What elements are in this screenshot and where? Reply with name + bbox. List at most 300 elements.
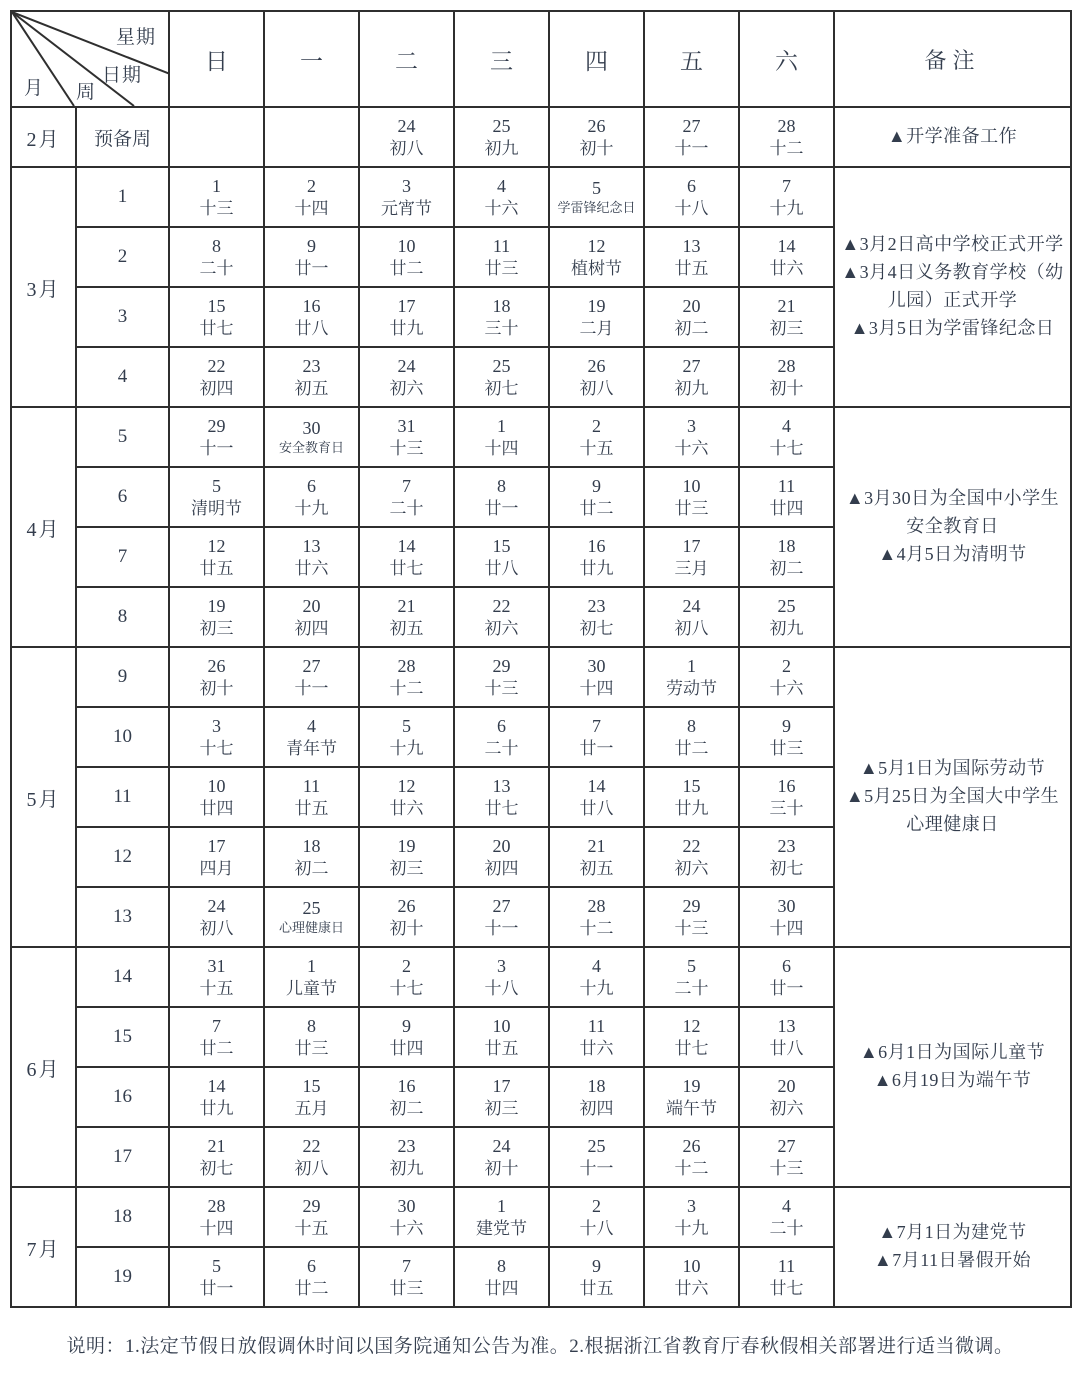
- day-cell: [549, 1007, 644, 1067]
- day-cell: [264, 1067, 359, 1127]
- day-lunar-or-festival: 十二: [769, 139, 804, 159]
- day-lunar-or-festival: 廿三: [389, 1279, 424, 1299]
- month-cell: 7月: [11, 1187, 76, 1307]
- week-number-cell: 9: [76, 647, 169, 707]
- corner-label-week: 周: [76, 82, 97, 103]
- day-cell: [549, 1187, 644, 1247]
- day-lunar-or-festival: 初五: [294, 379, 329, 399]
- day-cell: [169, 347, 264, 407]
- day-cell: [264, 347, 359, 407]
- day-cell: [359, 1127, 454, 1187]
- day-cell: [359, 707, 454, 767]
- day-lunar-or-festival: 廿六: [674, 1279, 709, 1299]
- day-cell: [264, 107, 359, 167]
- day-number: 19: [587, 295, 606, 316]
- day-lunar-or-festival: 廿七: [674, 1039, 709, 1059]
- day-lunar-or-festival: 初十: [769, 379, 804, 399]
- day-lunar-or-festival: 十一: [674, 139, 709, 159]
- week-number-cell: 3: [76, 287, 169, 347]
- day-number: 5: [687, 955, 696, 976]
- day-lunar-or-festival: 廿七: [484, 799, 519, 819]
- day-cell: [359, 827, 454, 887]
- corner-label-date: 日期: [101, 65, 142, 86]
- day-number: 5: [402, 715, 411, 736]
- day-lunar-or-festival: 初十: [579, 139, 614, 159]
- day-number: 23: [777, 835, 796, 856]
- day-number: 1: [497, 415, 506, 436]
- day-cell: [549, 347, 644, 407]
- day-number: 6: [782, 955, 791, 976]
- day-lunar-or-festival: 廿八: [769, 1039, 804, 1059]
- day-cell: [549, 467, 644, 527]
- day-cell: [169, 887, 264, 947]
- week-number-cell: 1: [76, 167, 169, 227]
- day-number: 19: [207, 595, 226, 616]
- day-lunar-or-festival: 十二: [389, 679, 424, 699]
- day-lunar-or-festival: 儿童节: [286, 979, 337, 999]
- day-cell: [264, 227, 359, 287]
- day-number: 26: [207, 655, 226, 676]
- day-lunar-or-festival: 四月: [199, 859, 234, 879]
- day-number: 13: [302, 535, 321, 556]
- day-cell: [739, 827, 834, 887]
- note-line: ▲5月25日为全国大中学生心理健康日: [845, 786, 1060, 834]
- day-cell: [549, 527, 644, 587]
- calendar-week-row: [11, 947, 1071, 1007]
- day-lunar-or-festival: 廿四: [484, 1279, 519, 1299]
- day-number: 30: [587, 655, 606, 676]
- day-cell: [454, 1067, 549, 1127]
- day-lunar-or-festival: 十三: [389, 439, 424, 459]
- day-cell: [264, 1007, 359, 1067]
- week-number-cell: 19: [76, 1247, 169, 1307]
- day-number: 20: [492, 835, 511, 856]
- notes-cell: [834, 1187, 1071, 1307]
- day-lunar-or-festival: 十四: [199, 1219, 234, 1239]
- day-number: 2: [402, 955, 411, 976]
- day-cell: [644, 947, 739, 1007]
- day-cell: [644, 167, 739, 227]
- day-number: 17: [492, 1075, 511, 1096]
- day-lunar-or-festival: 廿三: [674, 499, 709, 519]
- day-number: 16: [587, 535, 606, 556]
- calendar-week-row: [11, 1187, 1071, 1247]
- day-number: 29: [492, 655, 511, 676]
- day-cell: [644, 287, 739, 347]
- day-number: 8: [687, 715, 696, 736]
- day-lunar-or-festival: 十九: [579, 979, 614, 999]
- day-cell: [264, 1127, 359, 1187]
- day-cell: [739, 167, 834, 227]
- week-number-cell: 17: [76, 1127, 169, 1187]
- day-cell: [644, 707, 739, 767]
- day-cell: [264, 947, 359, 1007]
- day-number: 18: [587, 1075, 606, 1096]
- day-lunar-or-festival: 廿四: [769, 499, 804, 519]
- day-number: 8: [497, 1255, 506, 1276]
- day-cell: [264, 767, 359, 827]
- day-number: 2: [307, 175, 316, 196]
- day-lunar-or-festival: 初五: [389, 619, 424, 639]
- calendar-week-row: [11, 107, 1071, 167]
- day-number: 20: [302, 595, 321, 616]
- day-number: 4: [592, 955, 601, 976]
- day-lunar-or-festival: 十九: [674, 1219, 709, 1239]
- day-lunar-or-festival: 廿六: [294, 559, 329, 579]
- day-cell: [454, 107, 549, 167]
- day-lunar-or-festival: 廿二: [389, 259, 424, 279]
- day-lunar-or-festival: 廿三: [294, 1039, 329, 1059]
- day-number: 16: [777, 775, 796, 796]
- day-lunar-or-festival: 三十: [484, 319, 519, 339]
- day-number: 25: [302, 897, 321, 918]
- day-cell: [264, 647, 359, 707]
- day-cell: [644, 647, 739, 707]
- day-number: 27: [492, 895, 511, 916]
- day-number: 23: [587, 595, 606, 616]
- day-number: 31: [207, 955, 226, 976]
- day-lunar-or-festival: 十一: [484, 919, 519, 939]
- day-cell: [739, 1007, 834, 1067]
- day-lunar-or-festival: 十九: [294, 499, 329, 519]
- day-cell: [739, 287, 834, 347]
- note-line: ▲7月1日为建党节: [878, 1222, 1027, 1243]
- note-line: ▲6月19日为端午节: [873, 1070, 1032, 1090]
- day-cell: [549, 407, 644, 467]
- week-number-cell: 4: [76, 347, 169, 407]
- day-number: 9: [592, 475, 601, 496]
- calendar-week-row: [11, 167, 1071, 227]
- day-cell: [359, 647, 454, 707]
- column-header-thu: 四: [549, 11, 644, 107]
- day-lunar-or-festival: 廿九: [389, 319, 424, 339]
- day-number: 4: [307, 715, 316, 736]
- day-lunar-or-festival: 廿八: [579, 799, 614, 819]
- day-cell: [549, 107, 644, 167]
- day-cell: [169, 1247, 264, 1307]
- day-cell: [359, 407, 454, 467]
- column-header-sat: 六: [739, 11, 834, 107]
- day-lunar-or-festival: 二十: [769, 1219, 804, 1239]
- day-cell: [169, 767, 264, 827]
- note-line: ▲开学准备工作: [887, 126, 1018, 147]
- day-number: 20: [777, 1075, 796, 1096]
- column-header-mon: 一: [264, 11, 359, 107]
- day-lunar-or-festival: 廿五: [294, 799, 329, 819]
- day-lunar-or-festival: 廿五: [484, 1039, 519, 1059]
- day-lunar-or-festival: 十七: [389, 979, 424, 999]
- day-number: 26: [587, 355, 606, 376]
- notes-cell: [834, 407, 1071, 647]
- day-number: 24: [492, 1135, 511, 1156]
- corner-header-cell: [11, 11, 169, 107]
- day-number: 13: [777, 1015, 796, 1036]
- day-number: 19: [397, 835, 416, 856]
- column-header-tue: 二: [359, 11, 454, 107]
- day-number: 1: [212, 175, 221, 196]
- day-lunar-or-festival: 十九: [769, 199, 804, 219]
- day-cell: [169, 647, 264, 707]
- day-cell: [359, 347, 454, 407]
- day-lunar-or-festival: 初六: [769, 1099, 804, 1119]
- day-cell: [454, 167, 549, 227]
- day-lunar-or-festival: 初九: [484, 139, 519, 159]
- corner-label-weekday: 星期: [115, 27, 156, 48]
- day-number: 12: [397, 775, 416, 796]
- day-number: 29: [207, 415, 226, 436]
- day-lunar-or-festival: 植树节: [571, 259, 622, 279]
- day-number: 3: [212, 715, 221, 736]
- footnote: 说明：1.法定节假日放假调休时间以国务院通知公告为准。2.根据浙江省教育厅春秋假相关部署进行适当微调。: [66, 1336, 1014, 1357]
- day-lunar-or-festival: 十八: [484, 979, 519, 999]
- day-lunar-or-festival: 十三: [484, 679, 519, 699]
- day-number: 5: [592, 177, 601, 198]
- week-number-cell: 11: [76, 767, 169, 827]
- day-number: 24: [207, 895, 226, 916]
- day-cell: [264, 1247, 359, 1307]
- day-cell: [169, 707, 264, 767]
- day-cell: [359, 947, 454, 1007]
- day-number: 26: [682, 1135, 701, 1156]
- week-number-cell: 13: [76, 887, 169, 947]
- day-cell: [169, 587, 264, 647]
- day-number: 13: [682, 235, 701, 256]
- day-number: 10: [682, 475, 701, 496]
- month-cell: 6月: [11, 947, 76, 1187]
- week-number-cell: 2: [76, 227, 169, 287]
- day-lunar-or-festival: 廿六: [579, 1039, 614, 1059]
- note-line: ▲3月30日为全国中小学生安全教育日: [845, 488, 1060, 537]
- day-lunar-or-festival: 十四: [579, 679, 614, 699]
- day-number: 17: [207, 835, 226, 856]
- day-lunar-or-festival: 初六: [389, 379, 424, 399]
- day-lunar-or-festival: 五月: [294, 1099, 329, 1119]
- column-header-wed: 三: [454, 11, 549, 107]
- day-number: 25: [492, 115, 511, 136]
- day-lunar-or-festival: 青年节: [286, 739, 337, 759]
- day-number: 9: [307, 235, 316, 256]
- day-lunar-or-festival: 廿九: [674, 799, 709, 819]
- day-number: 21: [397, 595, 416, 616]
- day-cell: [549, 1247, 644, 1307]
- day-lunar-or-festival: 廿一: [769, 979, 804, 999]
- day-cell: [169, 1067, 264, 1127]
- day-cell: [644, 347, 739, 407]
- day-lunar-or-festival: 廿一: [199, 1279, 234, 1299]
- day-cell: [359, 1187, 454, 1247]
- day-lunar-or-festival: 廿二: [674, 739, 709, 759]
- day-lunar-or-festival: 十五: [294, 1219, 329, 1239]
- day-cell: [359, 107, 454, 167]
- month-cell: 4月: [11, 407, 76, 647]
- day-number: 4: [782, 1195, 791, 1216]
- day-number: 29: [302, 1195, 321, 1216]
- day-cell: [169, 947, 264, 1007]
- notes-cell: [834, 947, 1071, 1187]
- day-number: 4: [497, 175, 506, 196]
- day-cell: [454, 1187, 549, 1247]
- day-number: 28: [397, 655, 416, 676]
- column-header-remarks: 备注: [834, 11, 1071, 107]
- day-number: 27: [302, 655, 321, 676]
- day-number: 16: [397, 1075, 416, 1096]
- day-cell: [644, 1247, 739, 1307]
- day-number: 26: [397, 895, 416, 916]
- day-cell: [454, 827, 549, 887]
- day-lunar-or-festival: 建党节: [476, 1219, 527, 1239]
- month-cell: 2月: [11, 107, 76, 167]
- week-number-cell: 18: [76, 1187, 169, 1247]
- day-lunar-or-festival: 廿四: [389, 1039, 424, 1059]
- day-cell: [549, 1127, 644, 1187]
- day-lunar-or-festival: 二十: [674, 979, 709, 999]
- day-number: 22: [302, 1135, 321, 1156]
- day-cell: [549, 587, 644, 647]
- day-number: 23: [302, 355, 321, 376]
- day-lunar-or-festival: 廿三: [769, 739, 804, 759]
- day-cell: [644, 467, 739, 527]
- day-lunar-or-festival: 初二: [389, 1099, 424, 1119]
- day-lunar-or-festival: 廿九: [579, 559, 614, 579]
- day-cell: [549, 647, 644, 707]
- day-number: 31: [397, 415, 416, 436]
- day-cell: [739, 347, 834, 407]
- day-cell: [359, 1007, 454, 1067]
- day-number: 7: [402, 475, 411, 496]
- day-cell: [169, 407, 264, 467]
- day-lunar-or-festival: 初三: [389, 859, 424, 879]
- day-lunar-or-festival: 安全教育日: [278, 440, 344, 456]
- day-lunar-or-festival: 初九: [674, 379, 709, 399]
- day-lunar-or-festival: 十六: [769, 679, 804, 699]
- week-number-cell: 10: [76, 707, 169, 767]
- day-lunar-or-festival: 初八: [389, 139, 424, 159]
- day-cell: [454, 407, 549, 467]
- day-lunar-or-festival: 廿七: [389, 559, 424, 579]
- day-number: 14: [397, 535, 416, 556]
- week-number-cell: 7: [76, 527, 169, 587]
- day-number: 19: [682, 1075, 701, 1096]
- day-number: 25: [587, 1135, 606, 1156]
- day-number: 2: [592, 1195, 601, 1216]
- notes-cell: [834, 647, 1071, 947]
- day-lunar-or-festival: 初十: [389, 919, 424, 939]
- day-number: 1: [307, 955, 316, 976]
- day-lunar-or-festival: 十二: [579, 919, 614, 939]
- day-cell: [644, 1127, 739, 1187]
- day-number: 29: [682, 895, 701, 916]
- week-number-cell: 15: [76, 1007, 169, 1067]
- day-cell: [169, 1187, 264, 1247]
- day-cell: [264, 887, 359, 947]
- day-number: 22: [207, 355, 226, 376]
- day-number: 2: [782, 655, 791, 676]
- day-number: 3: [497, 955, 506, 976]
- day-cell: [454, 1127, 549, 1187]
- day-lunar-or-festival: 廿七: [199, 319, 234, 339]
- day-lunar-or-festival: 二十: [199, 259, 234, 279]
- day-number: 24: [397, 115, 416, 136]
- day-lunar-or-festival: 十八: [579, 1219, 614, 1239]
- day-number: 13: [492, 775, 511, 796]
- day-lunar-or-festival: 学雷锋纪念日: [557, 200, 636, 216]
- day-cell: [454, 527, 549, 587]
- day-lunar-or-festival: 廿五: [674, 259, 709, 279]
- day-cell: [454, 947, 549, 1007]
- day-lunar-or-festival: 廿二: [199, 1039, 234, 1059]
- day-cell: [644, 1007, 739, 1067]
- day-number: 8: [307, 1015, 316, 1036]
- day-cell: [739, 887, 834, 947]
- day-lunar-or-festival: 十五: [199, 979, 234, 999]
- day-number: 25: [492, 355, 511, 376]
- day-number: 27: [682, 115, 701, 136]
- day-cell: [739, 467, 834, 527]
- day-number: 17: [397, 295, 416, 316]
- day-cell: [169, 287, 264, 347]
- day-cell: [454, 347, 549, 407]
- day-number: 10: [492, 1015, 511, 1036]
- day-number: 6: [687, 175, 696, 196]
- day-cell: [454, 887, 549, 947]
- day-number: 12: [682, 1015, 701, 1036]
- day-number: 23: [397, 1135, 416, 1156]
- day-cell: [644, 767, 739, 827]
- day-lunar-or-festival: 初五: [579, 859, 614, 879]
- day-cell: [454, 227, 549, 287]
- day-cell: [644, 527, 739, 587]
- header-row: [11, 11, 1071, 107]
- day-cell: [454, 767, 549, 827]
- day-number: 18: [777, 535, 796, 556]
- day-number: 6: [497, 715, 506, 736]
- day-cell: [169, 107, 264, 167]
- day-lunar-or-festival: 初四: [579, 1099, 614, 1119]
- corner-label-month: 月: [24, 78, 45, 99]
- day-cell: [169, 827, 264, 887]
- day-cell: [359, 287, 454, 347]
- day-cell: [359, 467, 454, 527]
- day-lunar-or-festival: 三十: [769, 799, 804, 819]
- day-cell: [359, 1247, 454, 1307]
- day-number: 15: [492, 535, 511, 556]
- day-number: 27: [682, 355, 701, 376]
- day-lunar-or-festival: 十四: [484, 439, 519, 459]
- day-lunar-or-festival: 廿一: [484, 499, 519, 519]
- day-number: 22: [682, 835, 701, 856]
- day-number: 4: [782, 415, 791, 436]
- day-lunar-or-festival: 十六: [389, 1219, 424, 1239]
- day-number: 3: [687, 415, 696, 436]
- day-lunar-or-festival: 初九: [389, 1159, 424, 1179]
- day-number: 15: [682, 775, 701, 796]
- day-lunar-or-festival: 廿五: [579, 1279, 614, 1299]
- note-line: ▲4月5日为清明节: [878, 543, 1027, 564]
- day-lunar-or-festival: 十五: [579, 439, 614, 459]
- day-cell: [264, 827, 359, 887]
- day-lunar-or-festival: 十三: [674, 919, 709, 939]
- day-cell: [739, 1247, 834, 1307]
- day-lunar-or-festival: 初八: [294, 1159, 329, 1179]
- day-lunar-or-festival: 十一: [199, 439, 234, 459]
- day-lunar-or-festival: 初十: [484, 1159, 519, 1179]
- day-lunar-or-festival: 初九: [769, 619, 804, 639]
- day-cell: [169, 167, 264, 227]
- day-number: 14: [587, 775, 606, 796]
- day-number: 11: [777, 475, 796, 496]
- day-number: 7: [402, 1255, 411, 1276]
- day-number: 30: [302, 417, 321, 438]
